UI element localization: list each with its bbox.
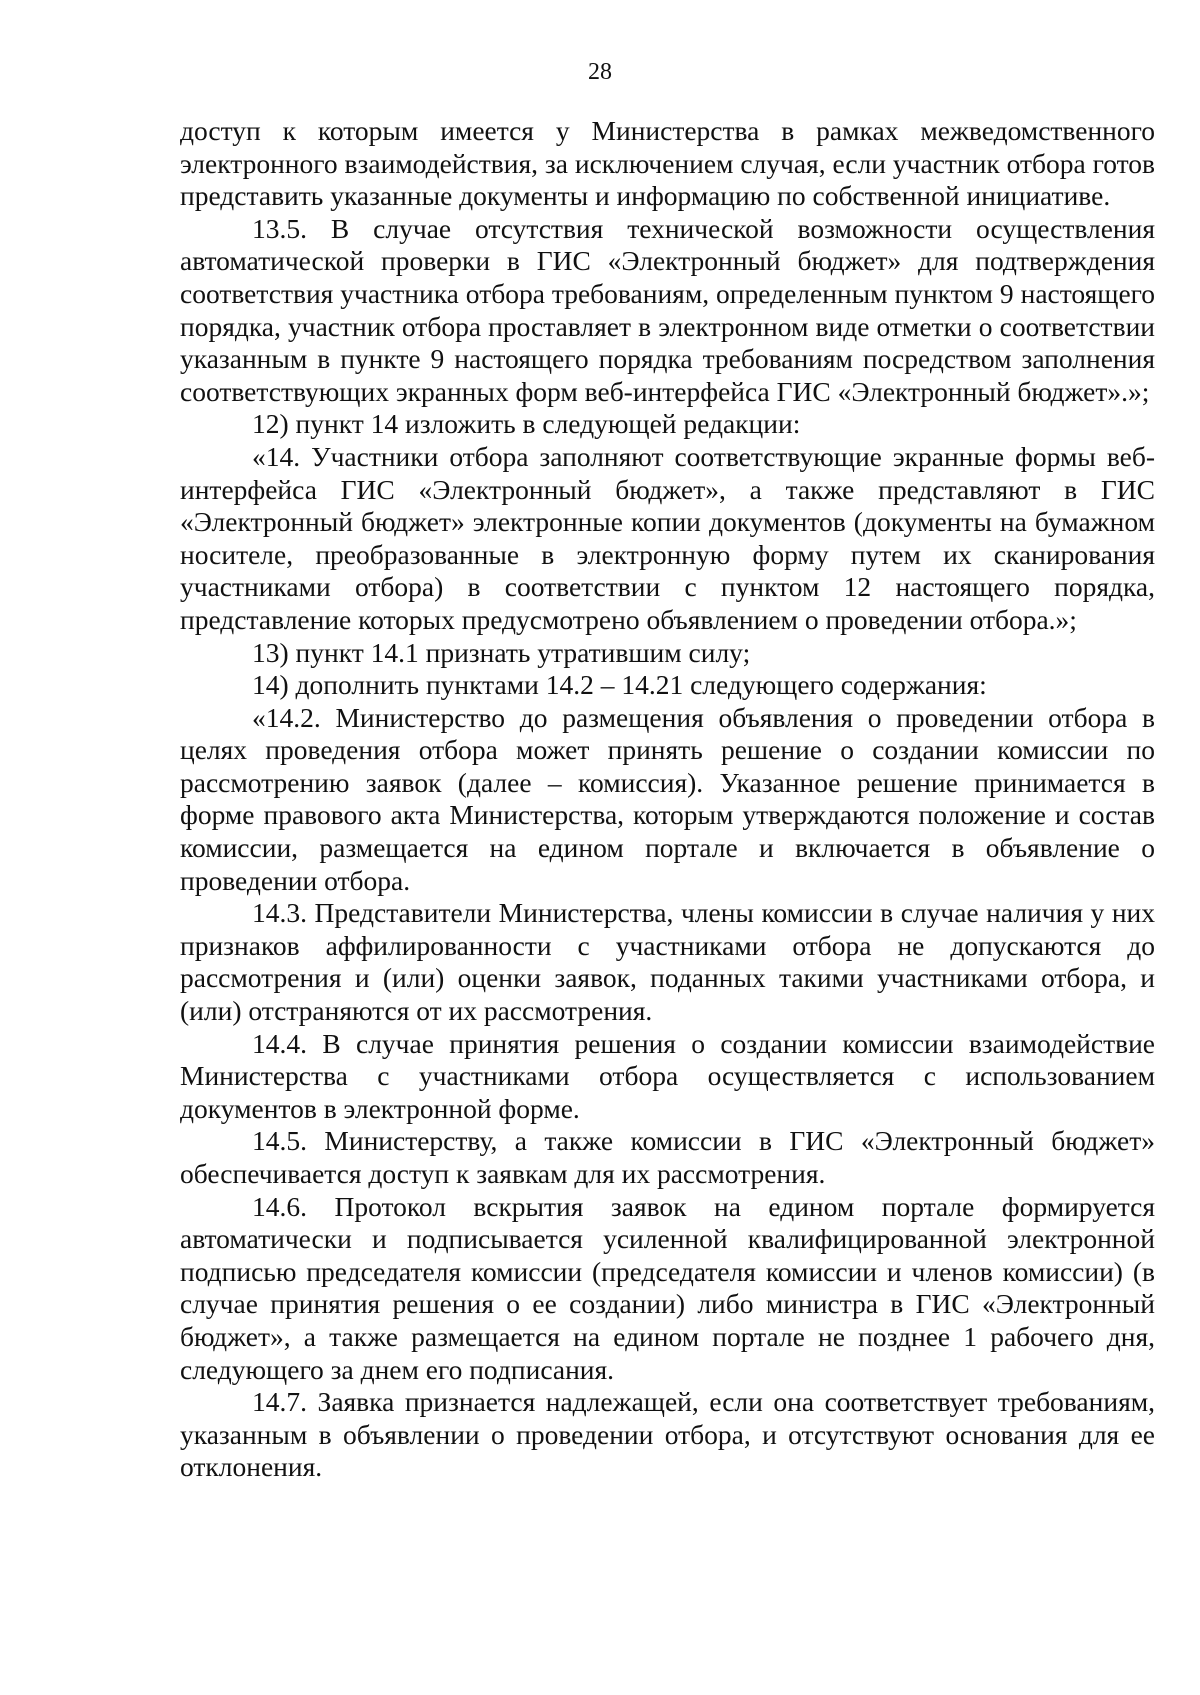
paragraph-amendment-13: 13) пункт 14.1 признать утратившим силу; <box>252 636 751 668</box>
paragraph-14-5: 14.5. Министерству, а также комиссии в ГИС «Электронный бюджет» обеспечивается доступ к заявкам для их рассмотрения. <box>180 1125 1155 1189</box>
paragraph-continuation: доступ к которым имеется у Министерства в рамках межведомственного электронного взаимодействия, за исключением случая, если участник отбора готов представить указанные документы и информацию по собственной инициативе. <box>180 115 1155 212</box>
page-number: 28 <box>588 59 612 85</box>
paragraph-amendment-12: 12) пункт 14 изложить в следующей редакции: <box>252 408 801 440</box>
paragraph-14-4: 14.4. В случае принятия решения о создании комиссии взаимодействие Министерства с участниками отбора осуществляется с использованием документов в электронной форме. <box>180 1027 1155 1124</box>
paragraph-14-2: «14.2. Министерство до размещения объявления о проведении отбора в целях проведения отбора может принять решение о создании комиссии по рассмотрению заявок (далее – комиссия). Указанное решение принимается в форме правового акта Министерства, которым утверждаются положение и состав комиссии, размещается на едином портале и включается в объявление о проведении отбора. <box>180 701 1155 896</box>
paragraph-14: «14. Участники отбора заполняют соответствующие экранные формы веб-интерфейса ГИС «Электронный бюджет», а также представляют в ГИС «Электронный бюджет» электронные копии документов (документы на бумажном носителе, преобразованные в электронную форму путем их сканирования участниками отбора) в соответствии с пунктом 12 настоящего порядка, представление которых предусмотрено объявлением о проведении отбора.»; <box>180 440 1155 635</box>
paragraph-14-7: 14.7. Заявка признается надлежащей, если она соответствует требованиям, указанным в объявлении о проведении отбора, и отсутствуют основания для ее отклонения. <box>180 1386 1155 1483</box>
paragraph-14-3: 14.3. Представители Министерства, члены комиссии в случае наличия у них признаков аффилированности с участниками отбора не допускаются до рассмотрения и (или) оценки заявок, поданных такими участниками отбора, и (или) отстраняются от их рассмотрения. <box>180 897 1155 1027</box>
paragraph-13-5: 13.5. В случае отсутствия технической возможности осуществления автоматической проверки в ГИС «Электронный бюджет» для подтверждения соответствия участника отбора требованиям, определенным пунктом 9 настоящего порядка, участник отбора проставляет в электронном виде отметки о соответствии указанным в пункте 9 настоящего порядка требованиям посредством заполнения соответствующих экранных форм веб-интерфейса ГИС «Электронный бюджет».»; <box>180 212 1155 407</box>
document-body <box>180 115 1155 1484</box>
paragraph-amendment-14: 14) дополнить пунктами 14.2 – 14.21 следующего содержания: <box>252 669 987 701</box>
paragraph-14-6: 14.6. Протокол вскрытия заявок на едином портале формируется автоматически и подписывается усиленной квалифицированной электронной подписью председателя комиссии (председателя комиссии и членов комиссии) (в случае принятия решения о ее создании) либо министра в ГИС «Электронный бюджет», а также размещается на едином портале не позднее 1 рабочего дня, следующего за днем его подписания. <box>180 1190 1155 1385</box>
